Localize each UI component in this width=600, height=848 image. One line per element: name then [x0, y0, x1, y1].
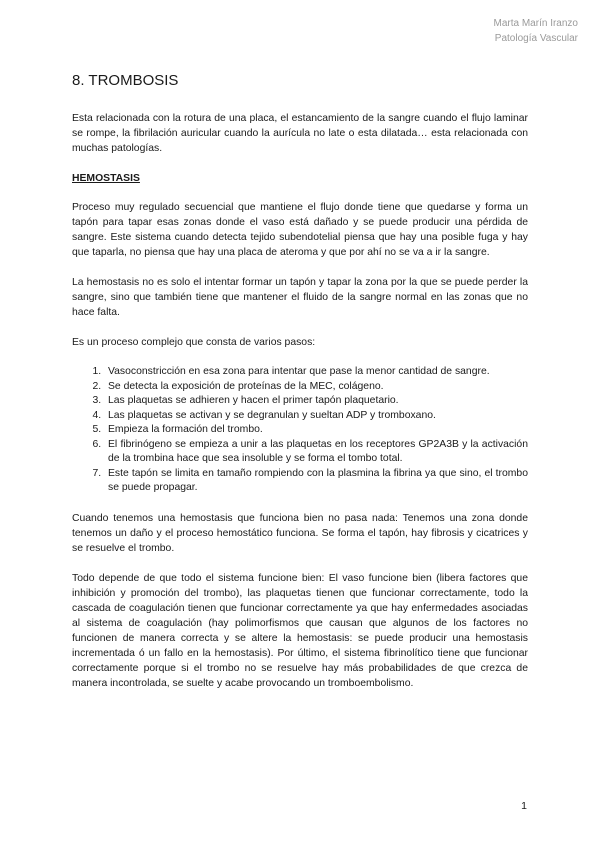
list-item: 3. Las plaquetas se adhieren y hacen el primer tapón plaquetario. [104, 394, 528, 409]
header-subject: Patología Vascular [494, 32, 578, 44]
hemostasis-paragraph: Es un proceso complejo que consta de varios pasos: [72, 337, 316, 348]
list-item: 5. Empieza la formación del trombo. [104, 423, 528, 438]
list-item: 6. El fibrinógeno se empieza a unir a las plaquetas en los receptores GP2A3B y la activación de la trombina hace que sea insoluble y se forma el tombo total. [104, 438, 528, 467]
section-heading-hemostasis: HEMOSTASIS [72, 173, 140, 184]
list-item: 7. Este tapón se limita en tamaño rompiendo con la plasmina la fibrina ya que sino, el trombo se puede propagar. [104, 467, 528, 496]
page-number: 1 [521, 800, 527, 812]
closing-paragraph: Todo depende de que todo el sistema funcione bien: El vaso funcione bien (libera factores que inhibición y promoción del trombo), las plaquetas tienen que funcionar correctamente, todo la cascada de coagulación tienen que funcionar correctamente ya que hay enfermedades asociadas al sistema de coagulación (hay polimorfismos que causan que algunos de los factores no funcionen de manera correcta y se altere la hemostasis: se puede producir una hemostasis incrementada ó un fallo en la hemostasis). Por último, el sistema fibrinolítico tiene que funcionar correctamente porque si el trombo no se resuelve hay más probabilidades de que crezca de manera incontrolada, se suelte y acabe provocando un tromboembolismo. [72, 572, 528, 689]
document-body [72, 71, 528, 706]
page-title: 8. TROMBOSIS [72, 72, 179, 89]
page-header [494, 17, 578, 46]
hemostasis-paragraph: La hemostasis no es solo el intentar formar un tapón y tapar la zona por la que se puede perder la sangre, sino que también tiene que mantener el fluido de la sangre normal en las zonas que no hace falta. [72, 277, 528, 318]
list-item: 1. Vasoconstricción en esa zona para intentar que pase la menor cantidad de sangre. [104, 365, 528, 380]
list-item: 4. Las plaquetas se activan y se degranulan y sueltan ADP y tromboxano. [104, 409, 528, 424]
closing-paragraph: Cuando tenemos una hemostasis que funciona bien no pasa nada: Tenemos una zona donde tenemos un daño y el proceso hemostático funciona. Se forma el tapón, hay fibrosis y cicatrices y se resuelve el trombo. [72, 512, 528, 554]
header-author: Marta Marín Iranzo [493, 18, 578, 29]
list-item: 2. Se detecta la exposición de proteínas de la MEC, colágeno. [104, 380, 528, 395]
intro-paragraph: Esta relacionada con la rotura de una placa, el estancamiento de la sangre cuando el flujo laminar se rompe, la fibrilación auricular cuando la aurícula no late o esta dilatada… esta relacionada con muchas patologías. [72, 113, 528, 154]
steps-list [72, 365, 528, 496]
hemostasis-paragraph: Proceso muy regulado secuencial que mantiene el flujo donde tiene que quedarse y forma un tapón para tapar esas zonas donde el vaso está dañado y se puede producir una pérdida de sangre. Este sistema cuando detecta tejido subendotelial piensa que hay una posible fuga y hay que taparla, no piensa que hay una placa de ateroma y que por ahí no se va a ir la sangre. [72, 202, 528, 258]
